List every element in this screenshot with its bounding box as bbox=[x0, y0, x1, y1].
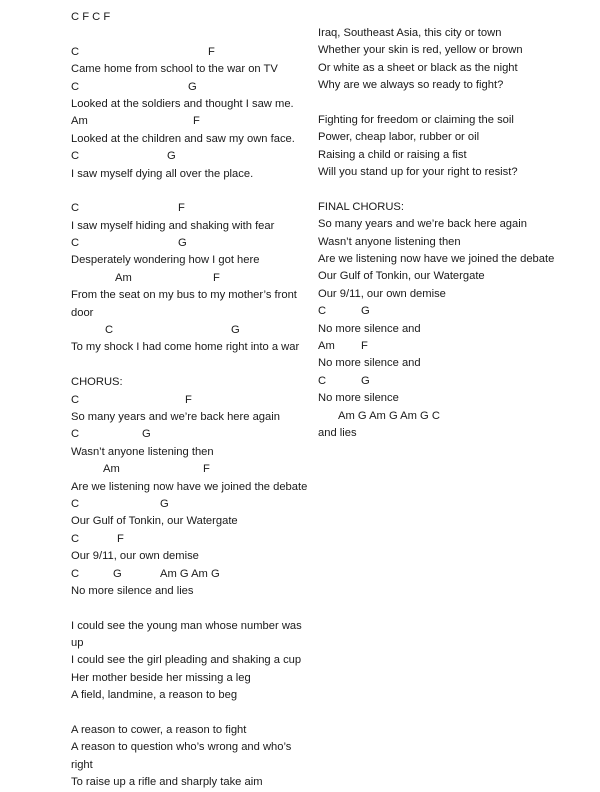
chord-line bbox=[71, 200, 306, 217]
verse-2 bbox=[71, 200, 306, 357]
chord: G bbox=[113, 567, 122, 580]
chord: F bbox=[178, 202, 185, 215]
spacer bbox=[71, 26, 306, 43]
lyric-line: Are we listening now have we joined the debate bbox=[318, 253, 555, 266]
lyric-line: Her mother beside her missing a leg bbox=[71, 671, 251, 684]
verse-4 bbox=[71, 722, 306, 792]
chord-line bbox=[71, 392, 306, 409]
verse-1 bbox=[71, 44, 306, 183]
lyric-line: From the seat on my bus to my mother’s front bbox=[71, 289, 297, 302]
outro bbox=[318, 303, 558, 442]
chord: C bbox=[105, 324, 114, 337]
lyric-line: No more silence bbox=[318, 392, 399, 405]
intro-chords: C F C F bbox=[71, 11, 111, 23]
lyric-line: A reason to cower, a reason to fight bbox=[71, 724, 247, 737]
verse-3 bbox=[71, 618, 306, 705]
lyric-line: No more silence and lies bbox=[71, 584, 194, 597]
chord-line bbox=[318, 408, 558, 425]
lyric-line: Why are we always so ready to fight? bbox=[318, 79, 504, 92]
verse-5 bbox=[318, 25, 558, 95]
chord: F bbox=[203, 463, 210, 476]
chord: Am bbox=[115, 271, 132, 284]
lyric-line: Our Gulf of Tonkin, our Watergate bbox=[318, 270, 485, 283]
lyric-line: I could see the girl pleading and shaking a cup bbox=[71, 654, 302, 667]
chord-line bbox=[71, 235, 306, 252]
chord-line bbox=[71, 461, 306, 478]
chord: Am bbox=[318, 340, 335, 353]
lyric-line: I saw myself hiding and shaking with fear bbox=[71, 219, 275, 232]
chord: C bbox=[71, 202, 80, 215]
spacer bbox=[71, 705, 306, 722]
chord: F bbox=[117, 532, 124, 545]
chord: C bbox=[71, 80, 80, 93]
chorus bbox=[71, 392, 306, 601]
chord-line bbox=[71, 148, 306, 165]
spacer bbox=[318, 95, 558, 112]
right-column bbox=[318, 25, 558, 442]
chord: C bbox=[318, 374, 327, 387]
spacer bbox=[71, 357, 306, 374]
chord-line bbox=[71, 426, 306, 443]
chord: C bbox=[71, 532, 80, 545]
chord-line bbox=[71, 566, 306, 583]
chord-line bbox=[71, 322, 306, 339]
lyric-line: Are we listening now have we joined the debate bbox=[71, 480, 308, 493]
chord: C bbox=[71, 497, 80, 510]
chord: F bbox=[361, 340, 368, 353]
lyric-line: Will you stand up for your right to resist? bbox=[318, 166, 518, 179]
lyric-line: right bbox=[71, 758, 93, 771]
lyric-line: Looked at the children and saw my own face. bbox=[71, 132, 295, 145]
chord: G bbox=[361, 305, 370, 318]
chorus-heading: CHORUS: bbox=[71, 376, 123, 389]
lyric-line: A field, landmine, a reason to beg bbox=[71, 689, 238, 702]
lyric-line: Our 9/11, our own demise bbox=[318, 287, 446, 300]
chord-line bbox=[318, 303, 558, 320]
final-chorus-heading: FINAL CHORUS: bbox=[318, 200, 404, 213]
lyric-line: up bbox=[71, 637, 84, 650]
chord: F bbox=[193, 115, 200, 128]
chord: C bbox=[318, 305, 327, 318]
chord: Am G Am G bbox=[160, 567, 220, 580]
lyric-line: Iraq, Southeast Asia, this city or town bbox=[318, 27, 502, 39]
spacer bbox=[318, 182, 558, 199]
chord: G bbox=[142, 428, 151, 441]
lyric-line: door bbox=[71, 306, 94, 319]
chord-line bbox=[71, 44, 306, 61]
chord-line bbox=[318, 338, 558, 355]
chord: C bbox=[71, 567, 80, 580]
chord: Am bbox=[71, 115, 88, 128]
chord: C bbox=[71, 428, 80, 441]
chord-line bbox=[71, 496, 306, 513]
chord: G bbox=[160, 497, 169, 510]
lyric-line: So many years and we’re back here again bbox=[318, 218, 527, 231]
chord-line bbox=[71, 79, 306, 96]
lyric-line: No more silence and bbox=[318, 357, 421, 370]
chord: F bbox=[213, 271, 220, 284]
verse-6 bbox=[318, 112, 558, 182]
left-column bbox=[71, 9, 306, 792]
chord: Am G Am G Am G C bbox=[338, 409, 440, 422]
lyric-line: A reason to question who’s wrong and who’s bbox=[71, 741, 292, 754]
chord: G bbox=[361, 374, 370, 387]
spacer bbox=[71, 183, 306, 200]
chord: C bbox=[71, 150, 80, 163]
chord: C bbox=[71, 45, 80, 58]
chord: F bbox=[208, 45, 215, 58]
lyric-line: I could see the young man whose number was bbox=[71, 619, 302, 632]
chord-line bbox=[71, 270, 306, 287]
lyric-line: Power, cheap labor, rubber or oil bbox=[318, 131, 480, 144]
lyric-line: Wasn’t anyone listening then bbox=[318, 235, 461, 248]
lyric-line: Looked at the soldiers and thought I saw me. bbox=[71, 97, 294, 110]
lyric-line: Our Gulf of Tonkin, our Watergate bbox=[71, 515, 238, 528]
chord-line bbox=[71, 531, 306, 548]
lyric-line: Wasn’t anyone listening then bbox=[71, 445, 214, 458]
lyric-line: To raise up a rifle and sharply take aim bbox=[71, 776, 263, 789]
lyric-line: Or white as a sheet or black as the night bbox=[318, 61, 518, 74]
lyric-line: Whether your skin is red, yellow or brown bbox=[318, 44, 523, 57]
lyric-line: To my shock I had come home right into a war bbox=[71, 341, 300, 354]
lyric-line: So many years and we’re back here again bbox=[71, 410, 280, 423]
lyric-line: Our 9/11, our own demise bbox=[71, 550, 199, 563]
chord: C bbox=[71, 393, 80, 406]
lyric-line: Came home from school to the war on TV bbox=[71, 63, 278, 76]
lyric-line: No more silence and bbox=[318, 322, 421, 335]
chord-line bbox=[71, 113, 306, 130]
chord: F bbox=[185, 393, 192, 406]
lyric-line: Raising a child or raising a fist bbox=[318, 148, 467, 161]
spacer bbox=[71, 600, 306, 617]
lyric-line: and lies bbox=[318, 426, 357, 439]
chord: G bbox=[231, 324, 240, 337]
chord: C bbox=[71, 237, 80, 250]
chord: G bbox=[167, 150, 176, 163]
chord: G bbox=[188, 80, 197, 93]
lyric-line: Fighting for freedom or claiming the soil bbox=[318, 113, 514, 126]
final-chorus bbox=[318, 216, 558, 303]
chord-line bbox=[318, 373, 558, 390]
chord: G bbox=[178, 237, 187, 250]
lyric-line: I saw myself dying all over the place. bbox=[71, 167, 254, 180]
chord: Am bbox=[103, 463, 120, 476]
lyric-line: Desperately wondering how I got here bbox=[71, 254, 260, 267]
